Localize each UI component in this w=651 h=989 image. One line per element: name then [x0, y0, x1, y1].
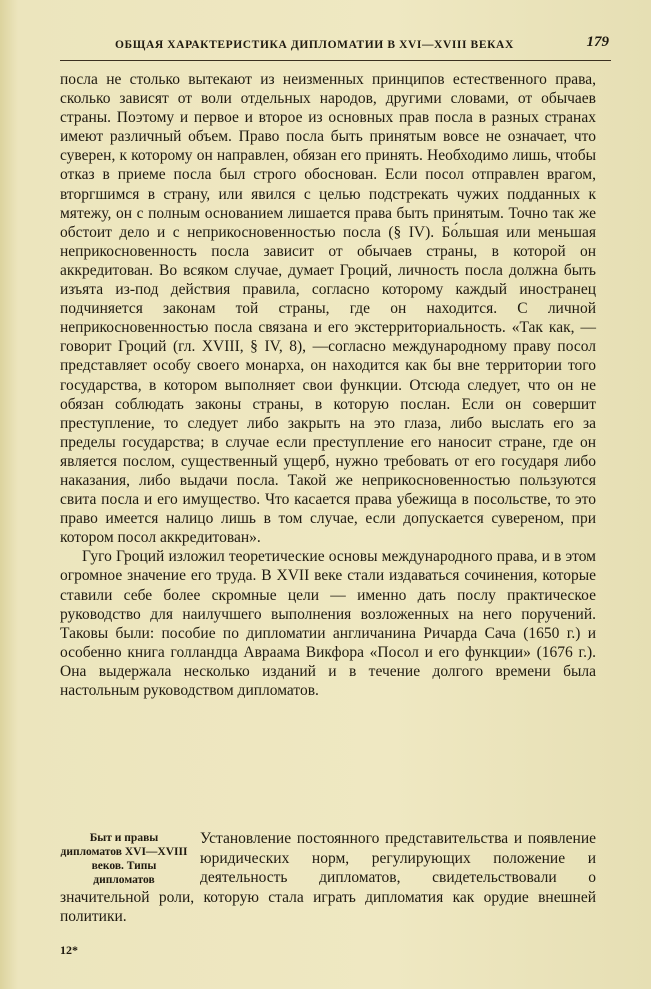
section-block: [60, 829, 596, 927]
side-heading: Быт и правы дипломатов XVI—XVIII веков. Типы дипломатов: [60, 832, 188, 886]
header-title: ОБЩАЯ ХАРАКТЕРИСТИКА ДИПЛОМАТИИ В XVI—XVIII ВЕКАХ: [115, 39, 514, 51]
paragraph-1: посла не столько вытекают из неизменных принципов естественного права, сколько зависят от воли отдельных народов, другими словами, от обычаев страны. Поэтому и первое и второе из основных прав посла в разных странах имеют различный объем. Право посла быть принятым вовсе не означает, что суверен, к которому он направлен, обязан его принять. Необходимо лишь, чтобы отказ в приеме посла был строго обоснован. Если посол отправлен врагом, вторгшимся в страну, или явился с целью подстрекать чужих подданных к мятежу, он с полным основанием лишается права быть принятым. Точно так же обстоит дело и с неприкосновенностью посла (§ IV). Бо́льшая или меньшая неприкосновенность посла зависит от обычаев страны, в которой он аккредитован. Во всяком случае, думает Гроций, личность посла должна быть изъята из-под действия правила, согласно которому каждый иностранец подчиняется законам той страны, где он находится. С личной неприкосновенностью посла связана и его экстерриториальность. «Так как, —говорит Гроций (гл. XVIII, § IV, 8), —согласно международному праву посол представляет особу своего монарха, он находится как бы вне территории того государства, в котором выполняет свои функции. Отсюда следует, что он не обязан соблюдать законы страны, в которую послан. Если он совершит преступление, то следует либо закрыть на это глаза, либо выслать его за пределы государства; в случае если преступление его наносит стране, где он является послом, существенный ущерб, нужно требовать от его государя либо наказания, либо выдачи посла. Такой же неприкосновенностью пользуются свита посла и его имущество. Что касается права убежища в посольстве, то это право имеется налицо лишь в том случае, если допускается сувереном, при котором посол аккредитован».: [60, 71, 596, 547]
printer-signature: 12*: [60, 943, 78, 957]
paragraph-2: Гуго Гроций изложил теоретические основы международного права, и в этом огромное значение его труда. В XVII веке стали издаваться сочинения, которые ставили себе более скромные цели — именно дать послу практическое руководство для наилучшего выполнения возложенных на него поручений. Таковы были: пособие по дипломатии англичанина Ричарда Сача (1650 г.) и особенно книга голландца Авраама Викфора «Посол и его функции» (1676 г.). Она выдержала несколько изданий и в течение долгого времени была настольным руководством дипломатов.: [60, 548, 596, 699]
section-text: Установление постоянного представительства и появление юридических норм, регулирующих положение и деятельность дипломатов, свидетельствовали о значительной роли, которую стала играть дипломатия как орудие внешней политики.: [60, 830, 596, 925]
main-text: [60, 70, 596, 700]
page-number: 179: [586, 34, 609, 50]
running-header: [60, 36, 611, 61]
